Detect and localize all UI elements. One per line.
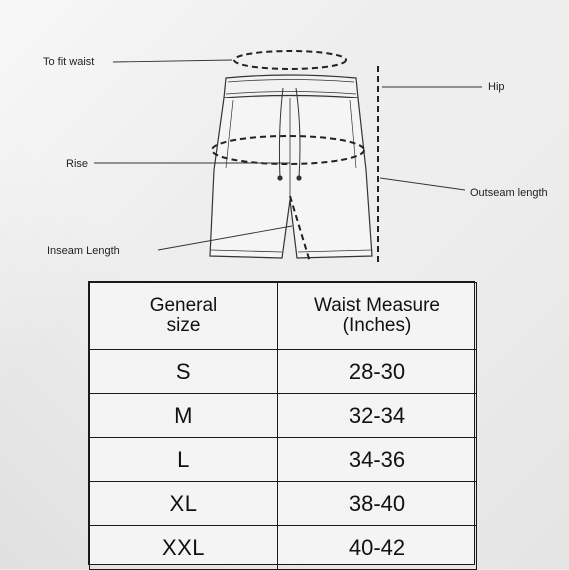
header-general-size <box>90 283 278 350</box>
label-rise: Rise <box>66 158 89 170</box>
label-hip: Hip <box>488 81 505 93</box>
size-cell: S <box>90 350 278 394</box>
table-row <box>90 482 477 526</box>
size-cell: XXL <box>90 526 278 570</box>
table-row <box>90 350 477 394</box>
header-general-size-text: General size <box>149 295 218 336</box>
label-waist: To fit waist <box>43 56 95 68</box>
table-header-row <box>90 283 477 350</box>
waist-measure-ellipse <box>234 51 346 69</box>
label-inseam: Inseam Length <box>47 245 120 257</box>
shorts-illustration <box>210 75 372 258</box>
waist-cell: 40-42 <box>278 526 477 570</box>
size-chart-table <box>88 281 475 565</box>
table-row <box>90 394 477 438</box>
waist-cell: 34-36 <box>278 438 477 482</box>
header-waist-measure-text: Waist Measure (Inches) <box>314 295 440 336</box>
waist-cell: 32-34 <box>278 394 477 438</box>
header-waist-measure <box>278 283 477 350</box>
table-row <box>90 438 477 482</box>
size-cell: M <box>90 394 278 438</box>
size-cell: XL <box>90 482 278 526</box>
label-outseam: Outseam length <box>470 187 548 199</box>
waist-cell: 28-30 <box>278 350 477 394</box>
table-row <box>90 526 477 570</box>
waist-cell: 38-40 <box>278 482 477 526</box>
size-cell: L <box>90 438 278 482</box>
